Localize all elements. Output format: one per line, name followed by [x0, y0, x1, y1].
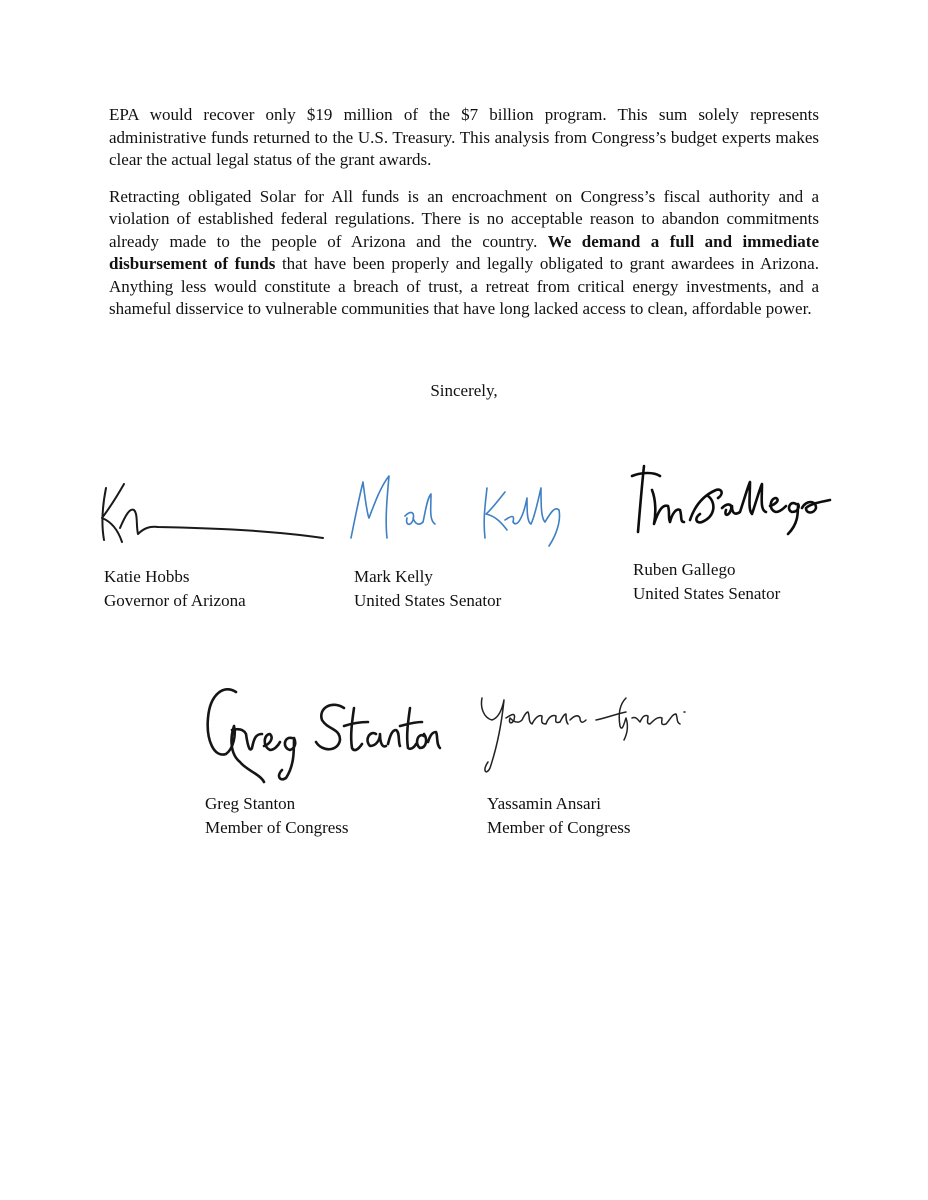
signature-yassamin-ansari: [476, 690, 706, 780]
closing-salutation: Sincerely,: [430, 381, 498, 400]
paragraph-demand: [109, 186, 819, 321]
paragraph-text: that have been properly and legally obligated to grant awardees in Arizona. Anything less would constitute a breach of trust, a retreat from critical energy investments, and a shameful disservice to vulnerable communities that have long lacked access to clean, affordable power.: [109, 254, 819, 318]
signatory-title: Member of Congress: [205, 818, 349, 837]
paragraph-text: Retracting obligated Solar for All funds is an encroachment on Congress’s fiscal authority and a violation of established federal regulations. There is no acceptable reason to abandon commitments already made to the people of Arizona and the country.: [109, 186, 819, 251]
signature-katie-hobbs: [98, 478, 338, 548]
signature-greg-stanton: [200, 678, 440, 788]
signatory-name: Mark Kelly: [354, 567, 433, 586]
signatory-title: Governor of Arizona: [104, 591, 246, 610]
paragraph-epa-recovery: [109, 104, 819, 172]
signatory-name: Greg Stanton: [205, 794, 296, 813]
paragraph-text: EPA would recover only $19 million of the $7 billion program. This sum solely represents administrative funds returned to the U.S. Treasury. This analysis from Congress’s budget experts makes clear the actual legal status of the grant awards.: [109, 105, 819, 169]
signatory-title: United States Senator: [633, 584, 781, 603]
signature-ruben-gallego: [630, 460, 840, 540]
signatory-name: Katie Hobbs: [104, 567, 190, 586]
signatory-title: United States Senator: [354, 591, 502, 610]
signatory-title: Member of Congress: [487, 818, 631, 837]
signatory-name: Yassamin Ansari: [487, 794, 601, 813]
signatory-name: Ruben Gallego: [633, 560, 736, 579]
letter-body: [109, 104, 819, 335]
signature-mark-kelly: [345, 458, 585, 558]
paragraph-bold-demand: We demand a full and immediate disbursement of funds: [109, 231, 819, 273]
